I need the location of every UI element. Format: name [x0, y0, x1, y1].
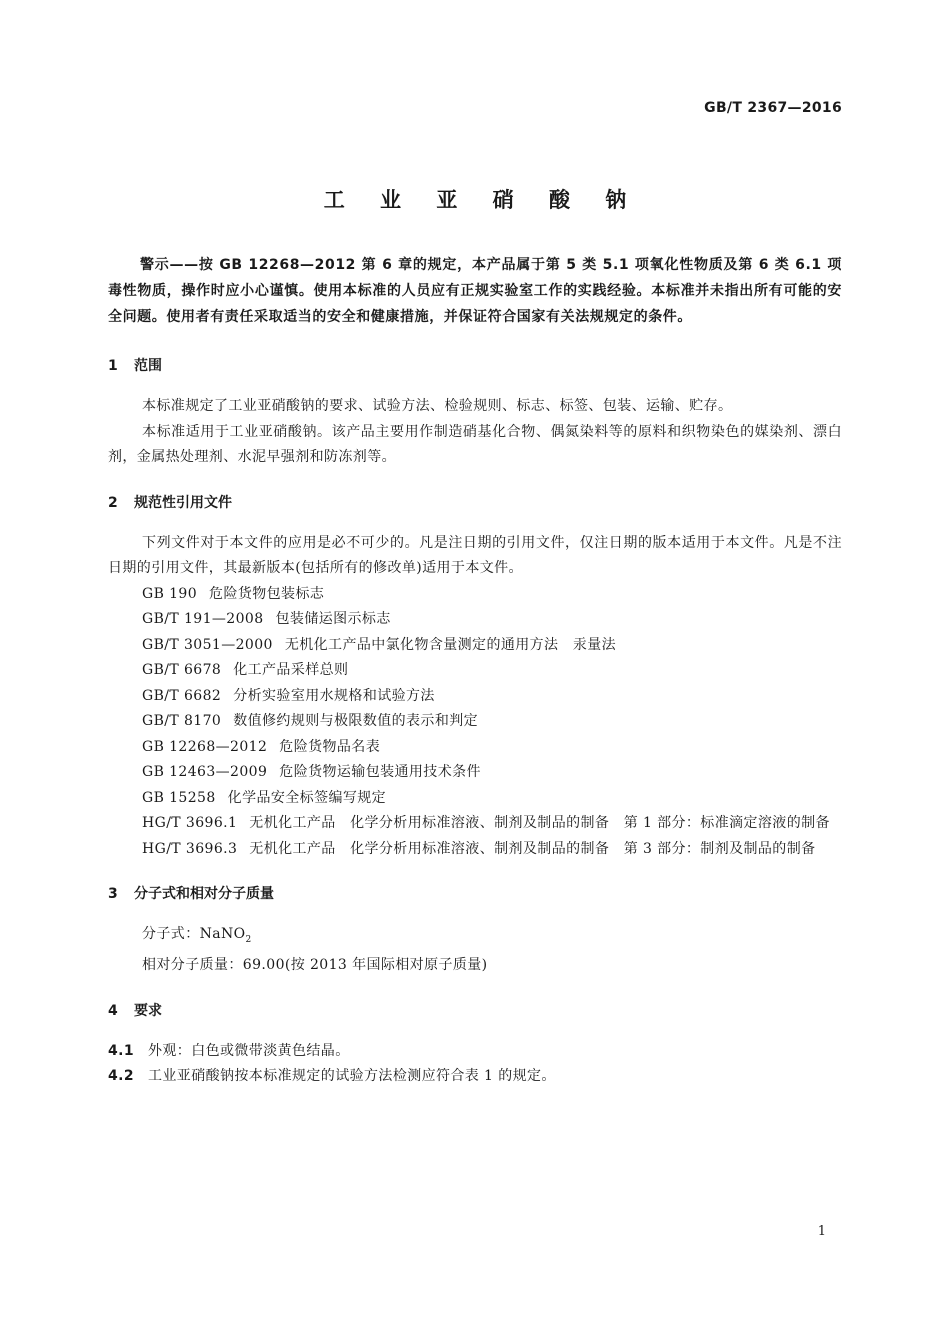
reference-title: 无机化工产品 化学分析用标准溶液、制剂及制品的制备 第 1 部分：标准滴定溶液的制备	[249, 815, 830, 831]
molecular-mass: 相对分子质量：69.00(按 2013 年国际相对原子质量)	[142, 957, 488, 974]
section-title: 要求	[134, 1002, 162, 1019]
clause-number: 4.1	[108, 1042, 135, 1059]
section-title: 规范性引用文件	[134, 494, 232, 511]
reference-item	[108, 760, 842, 786]
section-4-heading	[108, 1001, 842, 1021]
reference-title: 包装储运图示标志	[275, 611, 391, 627]
reference-code: GB 190	[142, 585, 198, 602]
section-2-intro: 下列文件对于本文件的应用是必不可少的。凡是注日期的引用文件，仅注日期的版本适用于本文件。凡是不注日期的引用文件，其最新版本(包括所有的修改单)适用于本文件。	[108, 534, 842, 576]
reference-title: 无机化工产品 化学分析用标准溶液、制剂及制品的制备 第 3 部分：制剂及制品的制备	[249, 840, 816, 857]
requirement-item	[108, 1039, 842, 1065]
section-number: 4	[108, 1002, 118, 1019]
reference-item	[108, 684, 842, 710]
section-title: 范围	[134, 358, 162, 374]
formula-label: 分子式：	[142, 926, 200, 942]
reference-item	[108, 607, 842, 633]
reference-title: 危险货物运输包装通用技术条件	[279, 764, 481, 780]
page-number: 1	[817, 1224, 826, 1239]
reference-item	[108, 735, 842, 761]
reference-item	[108, 633, 842, 659]
reference-title: 无机化工产品中氯化物含量测定的通用方法 汞量法	[284, 636, 617, 653]
reference-item	[108, 811, 842, 837]
section-1-heading	[108, 356, 842, 376]
reference-title: 危险货物品名表	[279, 738, 381, 755]
reference-title: 化工产品采样总则	[233, 662, 349, 678]
formula-main: NaNO	[199, 926, 246, 942]
section-3-heading	[108, 884, 842, 904]
safety-warning: 警示——按 GB 12268—2012 第 6 章的规定，本产品属于第 5 类 5.1 项氧化性物质及第 6 类 6.1 项毒性物质，操作时应小心谨慎。使用本标准的人员应有正规实验室工作的实践经验。本标准并未指出所有可能的安全问题。使用者有责任采取适当的安全和健康措施，并保证符合国家有关法规规定的条件。	[108, 257, 842, 325]
section-title: 分子式和相对分子质量	[134, 886, 274, 902]
document-body	[108, 252, 842, 1090]
reference-code: GB/T 6678	[142, 662, 222, 678]
reference-code: HG/T 3696.1	[142, 815, 238, 831]
clause-number: 4.2	[108, 1068, 135, 1085]
document-title: 工 业 亚 硝 酸 钠	[323, 188, 641, 212]
reference-item	[108, 786, 842, 812]
section-1-paragraph: 本标准规定了工业亚硝酸钠的要求、试验方法、检验规则、标志、标签、包装、运输、贮存。	[142, 398, 733, 414]
molecular-formula	[108, 922, 842, 953]
section-1-paragraph: 本标准适用于工业亚硝酸钠。该产品主要用作制造硝基化合物、偶氮染料等的原料和织物染色的媒染剂、漂白剂，金属热处理剂、水泥早强剂和防冻剂等。	[108, 423, 842, 465]
requirement-item	[108, 1064, 842, 1090]
reference-item	[108, 658, 842, 684]
section-2-heading	[108, 493, 842, 513]
reference-code: GB/T 191—2008	[142, 611, 264, 627]
reference-item	[108, 709, 842, 735]
reference-title: 分析实验室用水规格和试验方法	[233, 687, 435, 704]
clause-text: 工业亚硝酸钠按本标准规定的试验方法检测应符合表 1 的规定。	[148, 1068, 556, 1085]
reference-code: GB 15258	[142, 789, 216, 806]
reference-item	[108, 582, 842, 608]
reference-code: HG/T 3696.3	[142, 840, 238, 857]
reference-title: 数值修约规则与极限数值的表示和判定	[233, 713, 479, 729]
reference-code: GB/T 6682	[142, 687, 222, 704]
reference-title: 危险货物包装标志	[209, 585, 325, 602]
section-number: 1	[108, 358, 118, 374]
reference-code: GB 12268—2012	[142, 738, 268, 755]
clause-text: 外观：白色或微带淡黄色结晶。	[148, 1042, 350, 1059]
reference-item	[108, 837, 842, 863]
reference-title: 化学品安全标签编写规定	[227, 789, 387, 806]
section-number: 2	[108, 494, 118, 511]
standard-number: GB/T 2367—2016	[704, 100, 842, 116]
reference-code: GB 12463—2009	[142, 764, 268, 780]
reference-code: GB/T 8170	[142, 713, 222, 729]
formula-subscript: 2	[245, 934, 252, 945]
section-number: 3	[108, 886, 118, 902]
reference-code: GB/T 3051—2000	[142, 636, 273, 653]
